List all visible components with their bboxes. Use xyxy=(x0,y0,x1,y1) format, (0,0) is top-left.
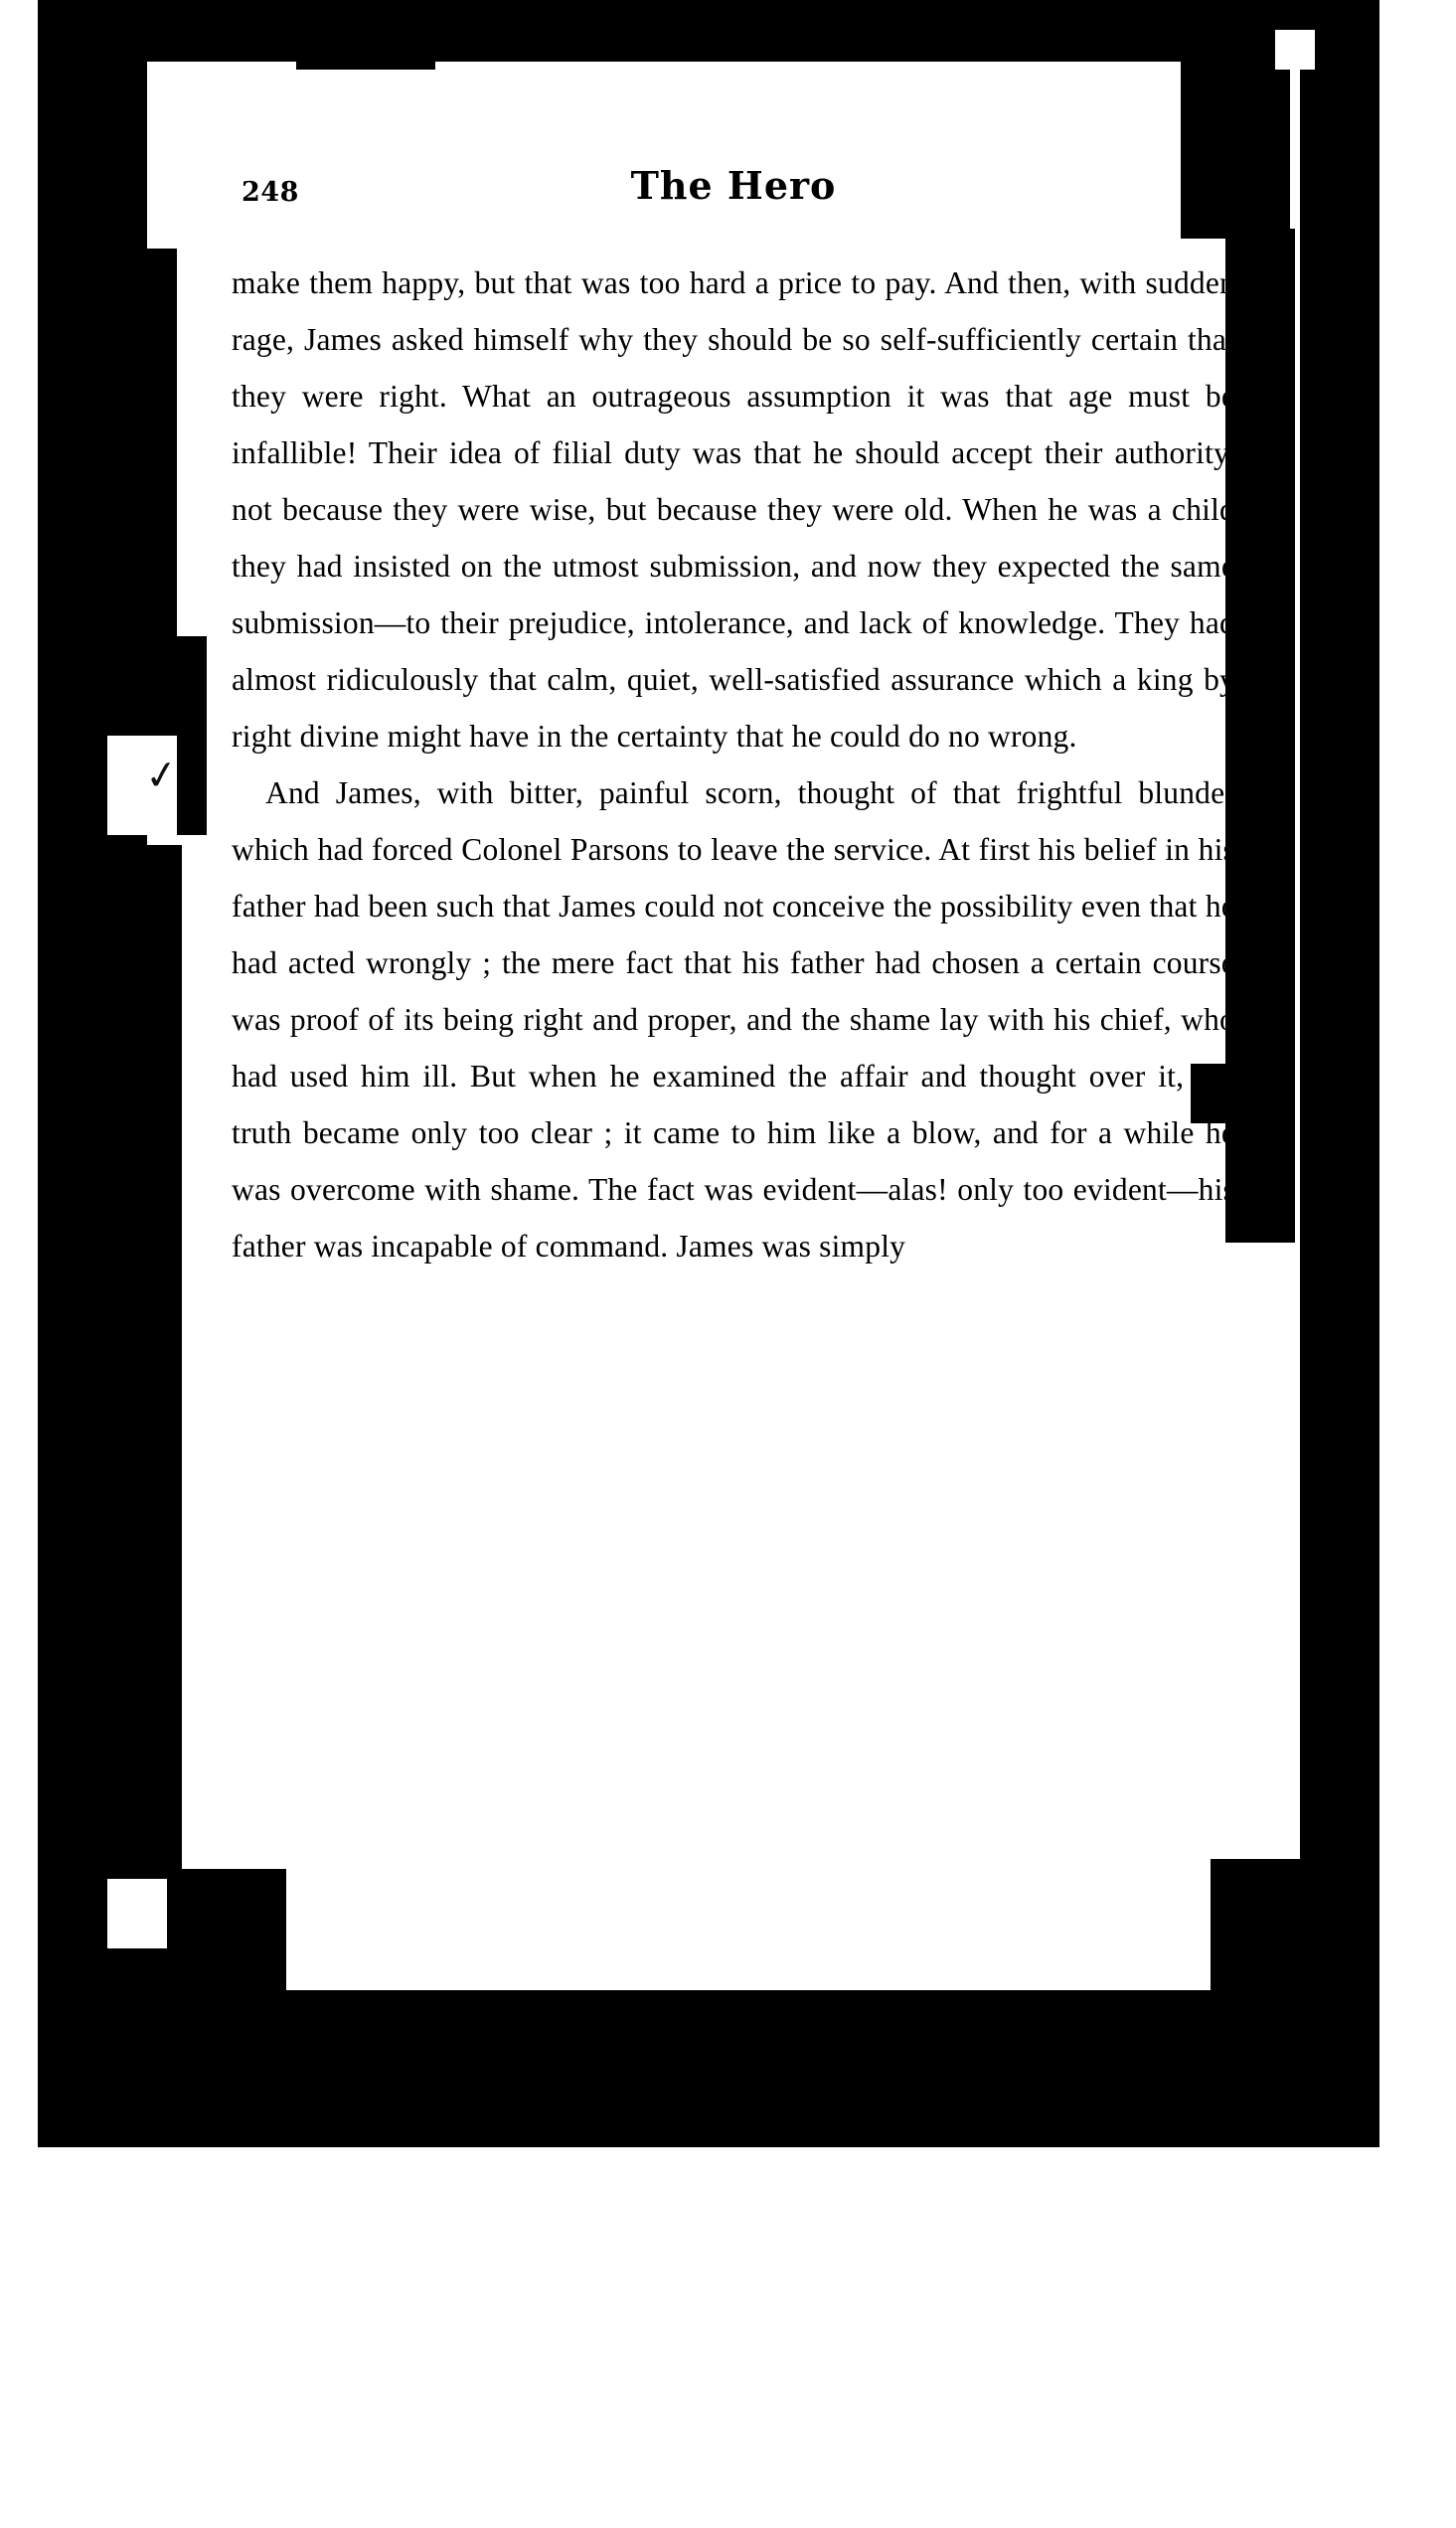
scanned-page-image xyxy=(38,0,1379,2147)
scan-blotch xyxy=(1211,1859,1300,2147)
scan-notch xyxy=(107,1879,167,1948)
scan-blotch xyxy=(107,845,182,1889)
running-title: The Hero xyxy=(630,163,837,208)
margin-check-mark: ✓ xyxy=(141,751,182,801)
margin-dot-mark xyxy=(147,1963,154,1970)
paragraph: And James, with bitter, painful scorn, thought of that frightful blunder which had forced Colonel Parsons to leave the service. At first his belief in his father had been such that James could not conceive the possibility even that he had acted wrongly ; the mere fact that his father had chosen a certain course was proof of its being right and proper, and the shame lay with his chief, who had used him ill. But when he examined the affair and thought over it, the truth became only too clear ; it came to him like a blow, and for a while he was overcome with shame. The fact was evident—alas! only too evident—his father was incapable of command. James was simply xyxy=(232,775,1235,1264)
page-number: 248 xyxy=(242,177,299,208)
page-header xyxy=(232,159,1235,229)
scan-edge-left xyxy=(38,0,107,2147)
paragraph: make them happy, but that was too hard a price to pay. And then, with sudden rage, James asked himself why they should be so self-sufficiently certain that they were right. What an outrageous assumption it was that age must be infallible! Their idea of filial duty was that he should accept their authority, not because they were wise, but because they were old. When he was a child they had insisted on the utmost submission, and now they expected the same submission—to their prejudice, intolerance, and lack of knowledge. They had almost ridiculously that calm, quiet, well-satisfied assurance which a king by right divine might have in the certainty that he could do no wrong. xyxy=(232,265,1235,754)
page-text-block xyxy=(232,159,1235,1274)
scan-blotch xyxy=(296,0,435,70)
scan-notch xyxy=(1275,30,1315,70)
scan-blotch xyxy=(137,249,177,666)
